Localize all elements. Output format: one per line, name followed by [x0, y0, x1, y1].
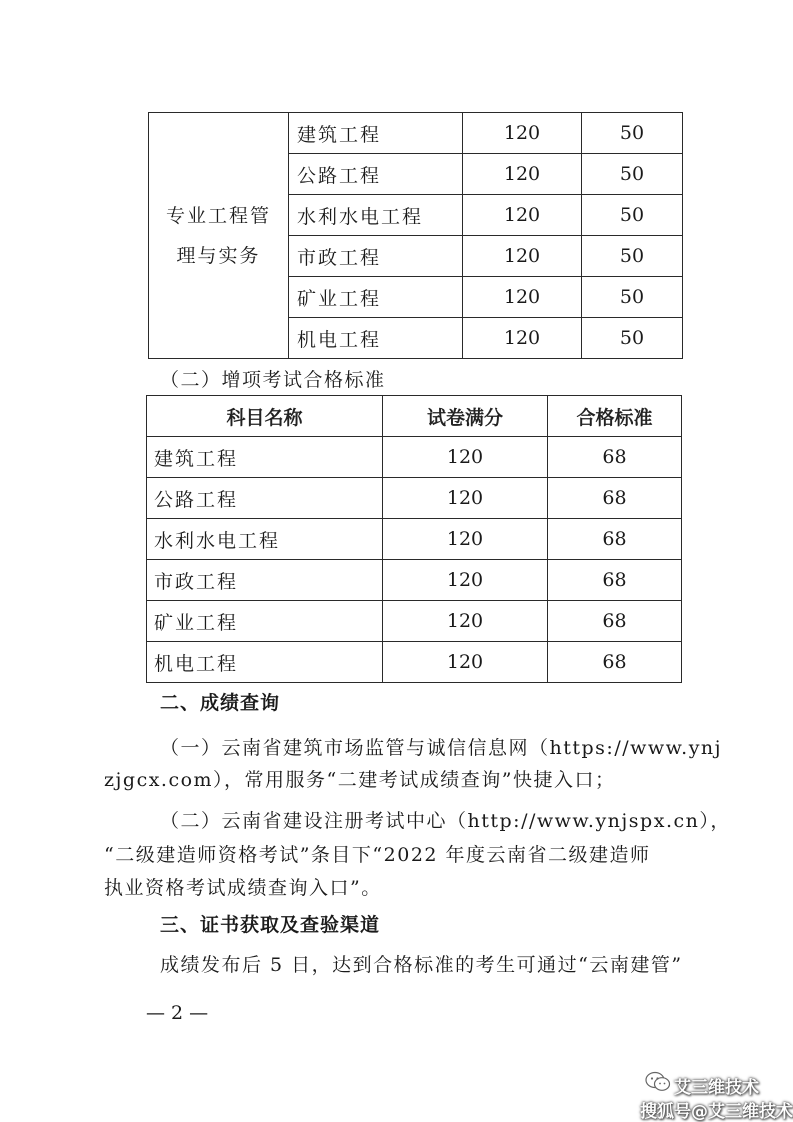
full-score: 120 — [383, 601, 548, 642]
full-score: 120 — [383, 437, 548, 478]
section-title-additional: （二）增项考试合格标准 — [160, 369, 386, 391]
para-certificate-line-1: 成绩发布后 5 日，达到合格标准的考生可通过“云南建管” — [160, 954, 683, 976]
pass-score: 68 — [548, 437, 682, 478]
heading-certificate: 三、证书获取及查验渠道 — [160, 914, 381, 936]
pass-score: 68 — [548, 601, 682, 642]
full-score: 120 — [463, 236, 582, 277]
subject-name: 矿业工程 — [289, 277, 463, 318]
table-row — [147, 478, 682, 519]
pass-score: 50 — [582, 318, 683, 359]
header-subject: 科目名称 — [147, 396, 383, 437]
subject-name: 公路工程 — [289, 154, 463, 195]
table-header-row — [147, 396, 682, 437]
table-row — [147, 560, 682, 601]
pass-score: 68 — [548, 560, 682, 601]
subject-name: 建筑工程 — [147, 437, 383, 478]
table-row — [147, 601, 682, 642]
subject-name: 建筑工程 — [289, 113, 463, 154]
subject-name: 水利水电工程 — [147, 519, 383, 560]
pass-score: 50 — [582, 277, 683, 318]
full-score: 120 — [383, 642, 548, 683]
wechat-icon — [645, 1071, 671, 1097]
table-row — [147, 437, 682, 478]
full-score: 120 — [383, 478, 548, 519]
exam-standard-table — [148, 112, 683, 359]
full-score: 120 — [383, 560, 548, 601]
table-row — [149, 113, 683, 154]
subject-name: 市政工程 — [289, 236, 463, 277]
para-query-2-line-1: （二）云南省建设注册考试中心（http://www.ynjspx.cn）， — [160, 810, 731, 832]
pass-score: 68 — [548, 519, 682, 560]
para-query-1-line-1: （一）云南省建筑市场监管与诚信信息网（https://www.ynj — [160, 737, 723, 759]
pass-score: 50 — [582, 113, 683, 154]
subject-name: 市政工程 — [147, 560, 383, 601]
full-score: 120 — [463, 318, 582, 359]
full-score: 120 — [463, 195, 582, 236]
pass-score: 50 — [582, 195, 683, 236]
header-full-score: 试卷满分 — [383, 396, 548, 437]
category-line-1: 专业工程管 — [165, 204, 271, 227]
para-query-2-line-3: 执业资格考试成绩查询入口”。 — [104, 877, 382, 899]
pass-score: 68 — [548, 478, 682, 519]
full-score: 120 — [463, 154, 582, 195]
header-pass-score: 合格标准 — [548, 396, 682, 437]
category-cell — [149, 113, 289, 359]
table-row — [147, 642, 682, 683]
pass-score: 50 — [582, 236, 683, 277]
subject-name: 矿业工程 — [147, 601, 383, 642]
full-score: 120 — [463, 277, 582, 318]
subject-name: 水利水电工程 — [289, 195, 463, 236]
pass-score: 50 — [582, 154, 683, 195]
watermark-line-2: 搜狐号@艾三维技术 — [640, 1102, 793, 1122]
subject-name: 公路工程 — [147, 478, 383, 519]
category-line-2: 理与实务 — [176, 244, 261, 267]
heading-score-query: 二、成绩查询 — [160, 692, 281, 714]
full-score: 120 — [463, 113, 582, 154]
para-query-1-line-2: zjgcx.com），常用服务“二建考试成绩查询”快捷入口； — [104, 769, 616, 791]
additional-exam-table — [146, 395, 682, 683]
full-score: 120 — [383, 519, 548, 560]
para-query-2-line-2: “二级建造师资格考试”条目下“2022 年度云南省二级建造师 — [104, 844, 651, 866]
watermark-line-1: 艾三维技术 — [674, 1078, 759, 1098]
pass-score: 68 — [548, 642, 682, 683]
subject-name: 机电工程 — [289, 318, 463, 359]
table-row — [147, 519, 682, 560]
subject-name: 机电工程 — [147, 642, 383, 683]
page-number: — 2 — — [146, 1002, 209, 1024]
